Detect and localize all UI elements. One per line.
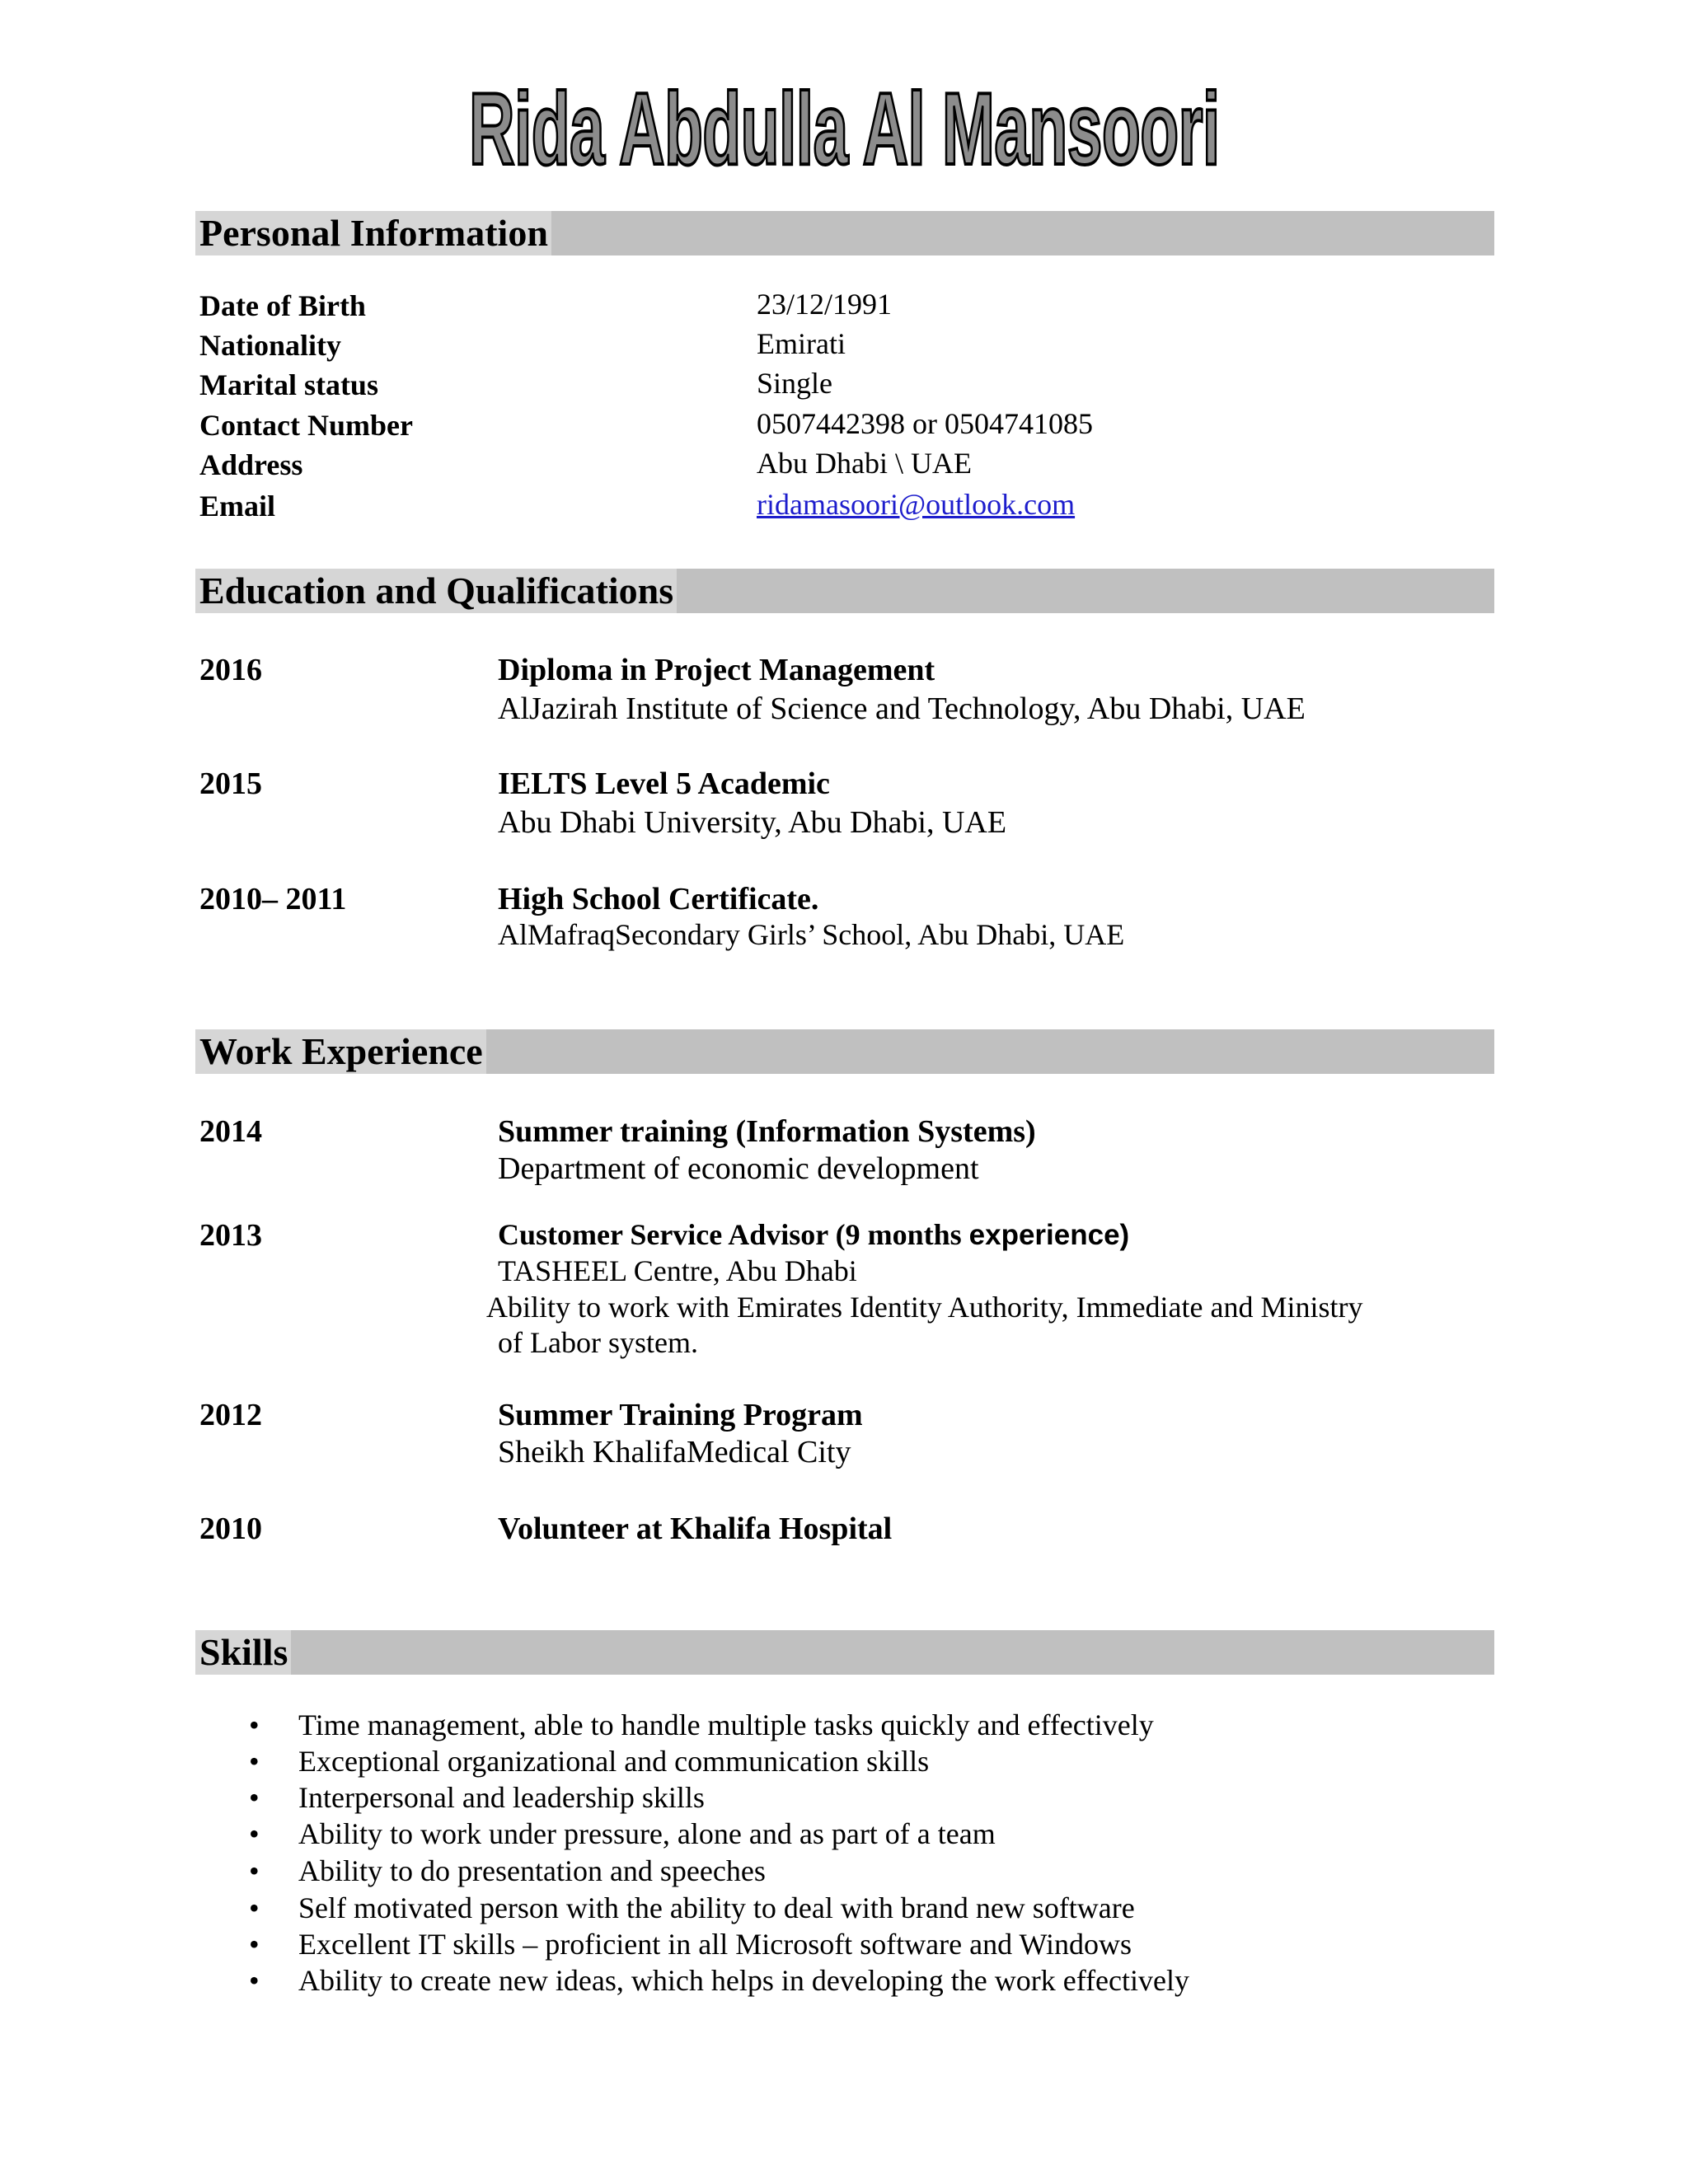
- bullet-icon: •: [249, 1708, 260, 1741]
- education-institution: AlMafraqSecondary Girls’ School, Abu Dhabi, UAE: [498, 918, 1125, 951]
- label-marital-status: Marital status: [199, 368, 378, 401]
- work-title: Volunteer at Khalifa Hospital: [498, 1511, 893, 1546]
- work-title: [498, 1217, 1129, 1252]
- value-contact-number: 0507442398 or 0504741085: [757, 407, 1093, 440]
- section-title: Education and Qualifications: [195, 569, 677, 613]
- skill-text: Interpersonal and leadership skills: [298, 1781, 705, 1814]
- label-email: Email: [199, 490, 276, 523]
- bullet-icon: •: [249, 1781, 260, 1814]
- work-title-text: Customer Service Advisor (9 months: [498, 1218, 969, 1251]
- education-title: Diploma in Project Management: [498, 653, 935, 687]
- work-year: 2010: [199, 1511, 262, 1546]
- section-personal-information: [195, 211, 1494, 255]
- bullet-icon: •: [249, 1817, 260, 1850]
- work-title: Summer Training Program: [498, 1398, 863, 1432]
- skill-text: Self motivated person with the ability to deal with brand new software: [298, 1891, 1135, 1924]
- section-title: Personal Information: [195, 211, 551, 255]
- label-address: Address: [199, 448, 303, 481]
- name-heading-wrap: [0, 73, 1688, 186]
- work-year: 2014: [199, 1114, 262, 1149]
- work-organization: TASHEEL Centre, Abu Dhabi: [498, 1254, 857, 1287]
- skill-item: [249, 1780, 705, 1815]
- skill-text: Excellent IT skills – proficient in all Microsoft software and Windows: [298, 1928, 1132, 1961]
- education-year: 2016: [199, 653, 262, 687]
- bullet-icon: •: [249, 1964, 260, 1997]
- skill-item: [249, 1816, 996, 1851]
- skill-text: Ability to create new ideas, which helps in developing the work effectively: [298, 1964, 1190, 1997]
- work-year: 2012: [199, 1398, 262, 1432]
- section-title: Work Experience: [195, 1029, 486, 1074]
- value-nationality: Emirati: [757, 327, 846, 360]
- skill-text: Ability to work under pressure, alone and as part of a team: [298, 1817, 996, 1850]
- education-institution: Abu Dhabi University, Abu Dhabi, UAE: [498, 805, 1007, 840]
- label-contact-number: Contact Number: [199, 409, 413, 442]
- bullet-icon: •: [249, 1928, 260, 1961]
- education-year: 2015: [199, 766, 262, 801]
- education-title: High School Certificate.: [498, 882, 819, 916]
- skill-text: Time management, able to handle multiple tasks quickly and effectively: [298, 1708, 1154, 1741]
- work-description: Ability to work with Emirates Identity Authority, Immediate and Ministry: [486, 1291, 1363, 1324]
- label-date-of-birth: Date of Birth: [199, 289, 366, 322]
- value-date-of-birth: 23/12/1991: [757, 288, 893, 321]
- skill-item: [249, 1744, 930, 1779]
- value-address: Abu Dhabi \ UAE: [757, 447, 972, 480]
- skill-text: Exceptional organizational and communication skills: [298, 1745, 930, 1778]
- work-organization: Sheikh KhalifaMedical City: [498, 1435, 851, 1469]
- name-heading: Rida Abdulla Al Mansoori: [468, 73, 1220, 186]
- bullet-icon: •: [249, 1891, 260, 1924]
- email-link[interactable]: ridamasoori@outlook.com: [757, 488, 1076, 521]
- education-year: 2010– 2011: [199, 882, 347, 916]
- bullet-icon: •: [249, 1854, 260, 1887]
- section-work-experience: [195, 1029, 1494, 1074]
- work-title: Summer training (Information Systems): [498, 1114, 1036, 1149]
- work-organization: Department of economic development: [498, 1151, 979, 1186]
- education-title: IELTS Level 5 Academic: [498, 766, 830, 801]
- education-institution: AlJazirah Institute of Science and Technology, Abu Dhabi, UAE: [498, 691, 1306, 726]
- skill-item: [249, 1854, 766, 1888]
- section-title: Skills: [195, 1630, 291, 1675]
- skill-item: [249, 1891, 1135, 1925]
- skill-text: Ability to do presentation and speeches: [298, 1854, 766, 1887]
- skill-item: [249, 1927, 1132, 1961]
- value-marital-status: Single: [757, 367, 833, 400]
- section-skills: [195, 1630, 1494, 1675]
- work-description: of Labor system.: [498, 1326, 698, 1359]
- bullet-icon: •: [249, 1745, 260, 1778]
- section-education: [195, 569, 1494, 613]
- work-title-suffix: experience): [968, 1219, 1130, 1251]
- work-year: 2013: [199, 1218, 262, 1253]
- skill-item: [249, 1708, 1154, 1742]
- label-nationality: Nationality: [199, 329, 342, 362]
- skill-item: [249, 1963, 1190, 1998]
